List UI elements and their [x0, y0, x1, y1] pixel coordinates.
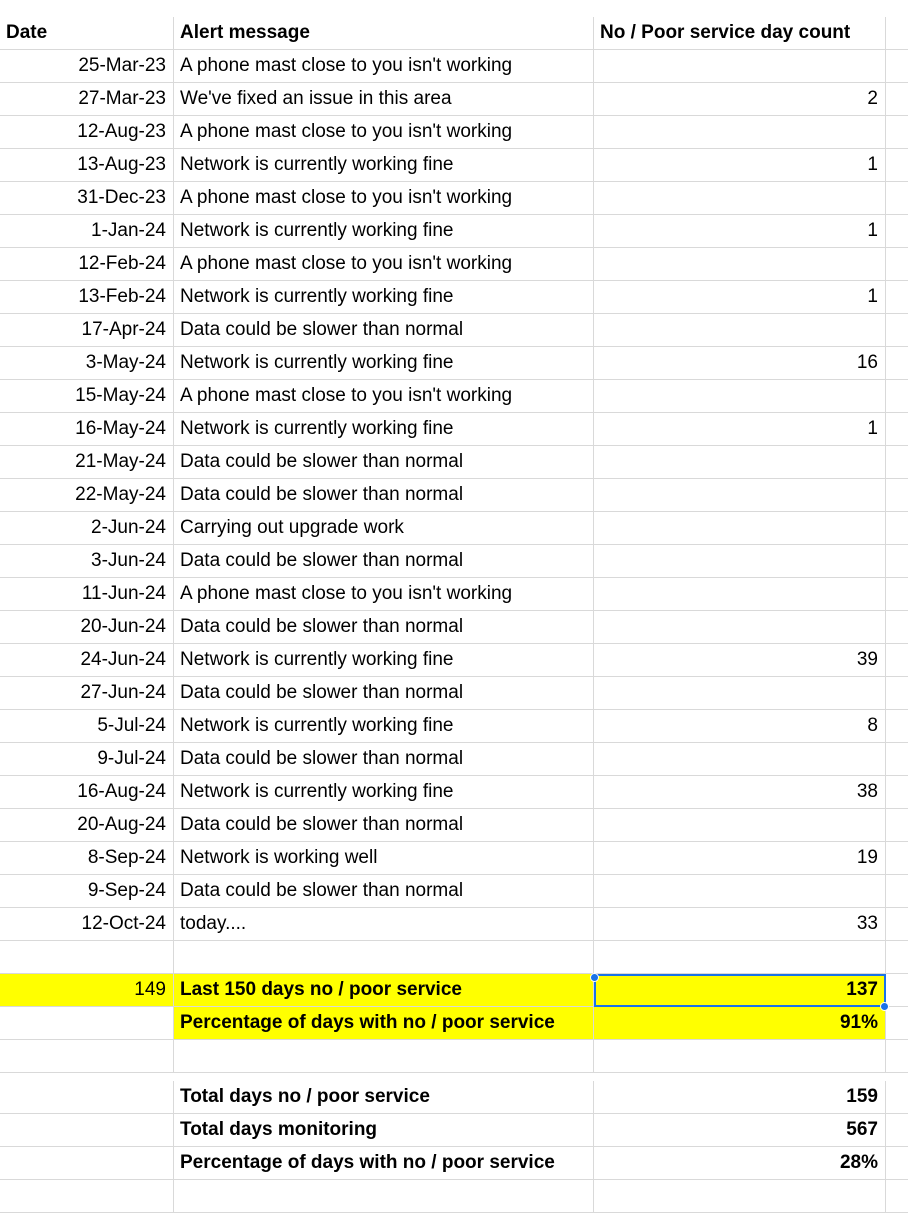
blank-row — [0, 1040, 908, 1073]
empty-cell[interactable] — [594, 941, 886, 974]
table-row — [0, 347, 908, 380]
total-no-service-label[interactable]: Total days no / poor service — [174, 1081, 594, 1114]
alert-cell[interactable]: Data could be slower than normal — [174, 611, 594, 644]
table-row — [0, 248, 908, 281]
empty-cell[interactable] — [886, 644, 908, 677]
alert-cell[interactable]: Network is currently working fine — [174, 149, 594, 182]
date-cell[interactable]: 13-Aug-23 — [0, 149, 174, 182]
date-cell[interactable]: 25-Mar-23 — [0, 50, 174, 83]
empty-cell[interactable] — [886, 50, 908, 83]
count-cell[interactable]: 39 — [594, 644, 886, 677]
table-row — [0, 512, 908, 545]
table-row — [0, 875, 908, 908]
date-cell[interactable]: 21-May-24 — [0, 446, 174, 479]
last-150-days-label[interactable]: Last 150 days no / poor service — [174, 974, 594, 1007]
alert-cell[interactable]: Data could be slower than normal — [174, 875, 594, 908]
date-cell[interactable]: 8-Sep-24 — [0, 842, 174, 875]
last-150-days-value-selected-cell[interactable]: 137 — [594, 974, 886, 1007]
alert-cell[interactable]: Network is currently working fine — [174, 215, 594, 248]
table-row — [0, 578, 908, 611]
empty-cell[interactable] — [886, 941, 908, 974]
empty-cell[interactable] — [886, 281, 908, 314]
empty-cell[interactable] — [594, 1040, 886, 1073]
table-row — [0, 908, 908, 941]
empty-cell[interactable] — [886, 215, 908, 248]
count-cell[interactable] — [594, 479, 886, 512]
date-cell[interactable]: 9-Jul-24 — [0, 743, 174, 776]
empty-cell[interactable] — [886, 611, 908, 644]
count-cell[interactable]: 33 — [594, 908, 886, 941]
table-row — [0, 446, 908, 479]
count-cell[interactable] — [594, 677, 886, 710]
count-cell[interactable] — [594, 446, 886, 479]
table-row — [0, 809, 908, 842]
count-cell[interactable] — [594, 116, 886, 149]
count-cell[interactable] — [594, 512, 886, 545]
date-cell[interactable]: 17-Apr-24 — [0, 314, 174, 347]
date-cell[interactable]: 12-Oct-24 — [0, 908, 174, 941]
total-pct-row — [0, 1147, 908, 1180]
date-cell[interactable]: 3-Jun-24 — [0, 545, 174, 578]
table-row — [0, 182, 908, 215]
count-cell[interactable]: 1 — [594, 281, 886, 314]
alert-cell[interactable]: A phone mast close to you isn't working — [174, 578, 594, 611]
empty-cell[interactable] — [886, 809, 908, 842]
empty-cell[interactable] — [886, 710, 908, 743]
count-cell[interactable] — [594, 611, 886, 644]
blank-row — [0, 1180, 908, 1213]
alert-cell[interactable]: today.... — [174, 908, 594, 941]
count-cell[interactable]: 19 — [594, 842, 886, 875]
alert-cell[interactable]: Network is currently working fine — [174, 347, 594, 380]
selection-handle-top[interactable] — [590, 973, 599, 982]
count-cell[interactable] — [594, 875, 886, 908]
alert-cell[interactable]: Data could be slower than normal — [174, 743, 594, 776]
empty-cell[interactable] — [174, 1180, 594, 1213]
date-cell[interactable]: 3-May-24 — [0, 347, 174, 380]
alert-cell[interactable]: Network is currently working fine — [174, 413, 594, 446]
empty-cell[interactable] — [886, 776, 908, 809]
empty-cell[interactable] — [886, 479, 908, 512]
date-cell[interactable]: 2-Jun-24 — [0, 512, 174, 545]
header-row — [0, 17, 908, 50]
table-row — [0, 413, 908, 446]
date-cell[interactable]: 13-Feb-24 — [0, 281, 174, 314]
table-row — [0, 842, 908, 875]
total-monitoring-value[interactable]: 567 — [594, 1114, 886, 1147]
empty-cell[interactable] — [0, 1180, 174, 1213]
empty-cell[interactable] — [0, 941, 174, 974]
count-cell[interactable]: 1 — [594, 149, 886, 182]
alert-cell[interactable]: Network is currently working fine — [174, 710, 594, 743]
empty-cell[interactable] — [886, 1081, 908, 1114]
empty-cell[interactable] — [886, 1114, 908, 1147]
table-row — [0, 611, 908, 644]
empty-cell[interactable] — [594, 1180, 886, 1213]
date-cell[interactable]: 15-May-24 — [0, 380, 174, 413]
selection-handle-bottom[interactable] — [880, 1002, 889, 1011]
alert-cell[interactable]: Network is currently working fine — [174, 281, 594, 314]
count-cell[interactable]: 1 — [594, 215, 886, 248]
date-cell[interactable]: 27-Mar-23 — [0, 83, 174, 116]
count-cell[interactable] — [594, 248, 886, 281]
table-row — [0, 479, 908, 512]
empty-cell[interactable] — [886, 182, 908, 215]
empty-cell[interactable] — [886, 875, 908, 908]
empty-cell[interactable] — [886, 446, 908, 479]
header-date[interactable]: Date — [0, 17, 174, 50]
table-row — [0, 644, 908, 677]
empty-cell[interactable] — [886, 1180, 908, 1213]
pct-150-label[interactable]: Percentage of days with no / poor service — [174, 1007, 594, 1040]
count-cell[interactable]: 1 — [594, 413, 886, 446]
alert-cell[interactable]: Data could be slower than normal — [174, 677, 594, 710]
header-alert-message[interactable]: Alert message — [174, 17, 594, 50]
alert-cell[interactable]: Data could be slower than normal — [174, 314, 594, 347]
date-cell[interactable]: 31-Dec-23 — [0, 182, 174, 215]
date-cell[interactable]: 5-Jul-24 — [0, 710, 174, 743]
empty-cell[interactable] — [886, 1007, 908, 1040]
alert-cell[interactable]: A phone mast close to you isn't working — [174, 50, 594, 83]
count-cell[interactable] — [594, 182, 886, 215]
table-row — [0, 380, 908, 413]
empty-cell[interactable] — [886, 413, 908, 446]
header-day-count[interactable]: No / Poor service day count — [594, 17, 886, 50]
empty-cell[interactable] — [886, 512, 908, 545]
days-window-cell[interactable]: 149 — [0, 974, 174, 1007]
alert-cell[interactable]: A phone mast close to you isn't working — [174, 116, 594, 149]
date-cell[interactable]: 16-May-24 — [0, 413, 174, 446]
empty-cell[interactable] — [0, 1114, 174, 1147]
count-cell[interactable] — [594, 380, 886, 413]
total-pct-value[interactable]: 28% — [594, 1147, 886, 1180]
date-cell[interactable]: 11-Jun-24 — [0, 578, 174, 611]
table-row — [0, 743, 908, 776]
empty-cell[interactable] — [0, 1040, 174, 1073]
total-pct-label[interactable]: Percentage of days with no / poor service — [174, 1147, 594, 1180]
empty-cell[interactable] — [0, 1081, 174, 1114]
date-cell[interactable]: 20-Aug-24 — [0, 809, 174, 842]
total-no-service-row — [0, 1081, 908, 1114]
table-row — [0, 545, 908, 578]
table-row — [0, 83, 908, 116]
empty-cell[interactable] — [886, 545, 908, 578]
alert-cell[interactable]: Data could be slower than normal — [174, 446, 594, 479]
empty-cell[interactable] — [886, 743, 908, 776]
empty-cell[interactable] — [174, 941, 594, 974]
table-row — [0, 677, 908, 710]
count-cell[interactable] — [594, 809, 886, 842]
count-cell[interactable]: 8 — [594, 710, 886, 743]
empty-cell[interactable] — [174, 1040, 594, 1073]
date-cell[interactable]: 22-May-24 — [0, 479, 174, 512]
count-cell[interactable] — [594, 314, 886, 347]
alert-cell[interactable]: Data could be slower than normal — [174, 479, 594, 512]
total-monitoring-label[interactable]: Total days monitoring — [174, 1114, 594, 1147]
table-row — [0, 314, 908, 347]
alert-cell[interactable]: A phone mast close to you isn't working — [174, 380, 594, 413]
empty-cell[interactable] — [886, 1147, 908, 1180]
table-row — [0, 710, 908, 743]
alert-cell[interactable]: Network is working well — [174, 842, 594, 875]
alert-cell[interactable]: Carrying out upgrade work — [174, 512, 594, 545]
alert-cell[interactable]: Network is currently working fine — [174, 776, 594, 809]
date-cell[interactable]: 16-Aug-24 — [0, 776, 174, 809]
empty-cell[interactable] — [0, 1147, 174, 1180]
alert-cell[interactable]: Network is currently working fine — [174, 644, 594, 677]
table-row — [0, 776, 908, 809]
table-row — [0, 215, 908, 248]
total-no-service-value[interactable]: 159 — [594, 1081, 886, 1114]
empty-cell[interactable] — [886, 116, 908, 149]
empty-cell[interactable] — [886, 974, 908, 1007]
date-cell[interactable]: 12-Feb-24 — [0, 248, 174, 281]
summary-150-row — [0, 974, 908, 1007]
empty-cell[interactable] — [886, 347, 908, 380]
empty-cell[interactable] — [0, 1007, 174, 1040]
empty-cell[interactable] — [886, 149, 908, 182]
pct-150-value[interactable]: 91% — [594, 1007, 886, 1040]
date-cell[interactable]: 12-Aug-23 — [0, 116, 174, 149]
count-cell[interactable] — [594, 743, 886, 776]
empty-cell[interactable] — [886, 677, 908, 710]
table-row — [0, 116, 908, 149]
alert-cell[interactable]: Data could be slower than normal — [174, 809, 594, 842]
count-cell[interactable] — [594, 50, 886, 83]
empty-cell[interactable] — [886, 578, 908, 611]
empty-cell[interactable] — [886, 908, 908, 941]
empty-cell[interactable] — [886, 248, 908, 281]
count-cell[interactable]: 2 — [594, 83, 886, 116]
count-cell[interactable]: 38 — [594, 776, 886, 809]
empty-cell[interactable] — [886, 17, 908, 50]
alert-cell[interactable]: Data could be slower than normal — [174, 545, 594, 578]
empty-cell[interactable] — [886, 842, 908, 875]
count-cell[interactable] — [594, 545, 886, 578]
blank-row — [0, 941, 908, 974]
count-cell[interactable]: 16 — [594, 347, 886, 380]
total-monitoring-row — [0, 1114, 908, 1147]
date-cell[interactable]: 1-Jan-24 — [0, 215, 174, 248]
table-row — [0, 281, 908, 314]
date-cell[interactable]: 9-Sep-24 — [0, 875, 174, 908]
summary-150-pct-row — [0, 1007, 908, 1040]
count-cell[interactable] — [594, 578, 886, 611]
date-cell[interactable]: 27-Jun-24 — [0, 677, 174, 710]
alert-cell[interactable]: A phone mast close to you isn't working — [174, 248, 594, 281]
empty-cell[interactable] — [886, 83, 908, 116]
alert-cell[interactable]: A phone mast close to you isn't working — [174, 182, 594, 215]
table-row — [0, 50, 908, 83]
empty-cell[interactable] — [886, 380, 908, 413]
table-row — [0, 149, 908, 182]
empty-cell[interactable] — [886, 314, 908, 347]
alert-cell[interactable]: We've fixed an issue in this area — [174, 83, 594, 116]
empty-cell[interactable] — [886, 1040, 908, 1073]
date-cell[interactable]: 24-Jun-24 — [0, 644, 174, 677]
date-cell[interactable]: 20-Jun-24 — [0, 611, 174, 644]
